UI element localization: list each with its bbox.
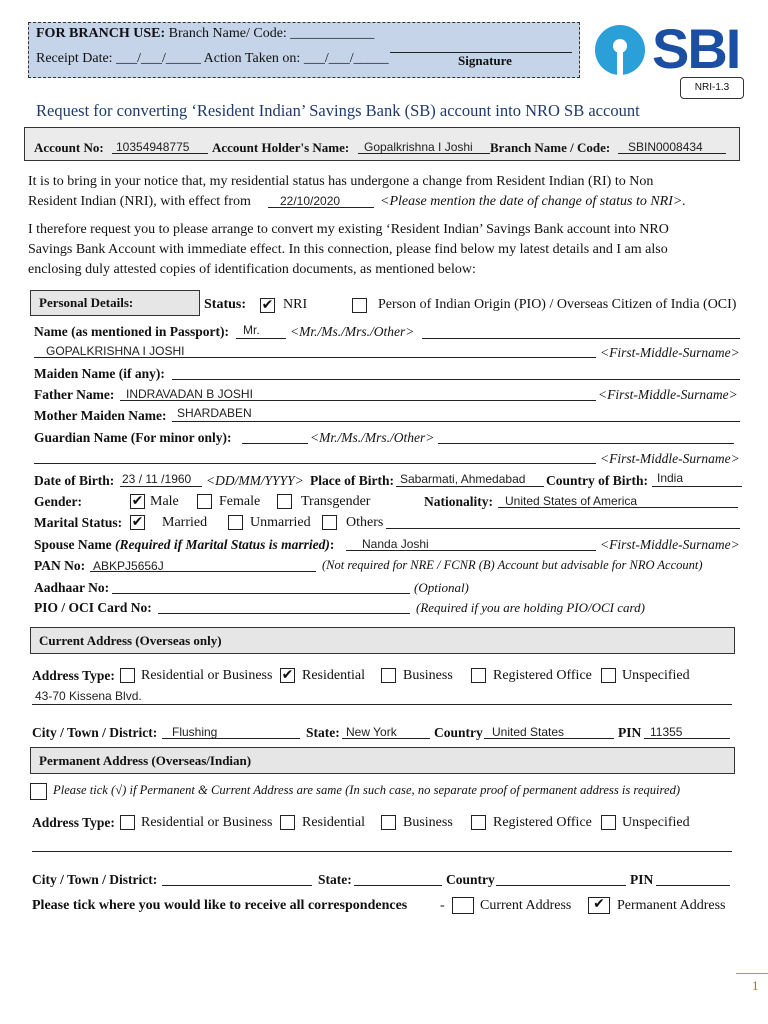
dob-month: 11 xyxy=(145,472,158,486)
permanent-state-label: State: xyxy=(318,872,352,887)
account-no-value[interactable]: 10354948775 xyxy=(116,140,190,154)
salutation-value[interactable]: Mr. xyxy=(243,323,260,337)
permanent-type-business-label: Business xyxy=(403,815,453,830)
aadhaar-note: (Optional) xyxy=(414,580,469,595)
spouse-name-value[interactable]: Nanda Joshi xyxy=(362,537,429,551)
current-type-res-bus-label: Residential or Business xyxy=(141,668,273,683)
guardian-name-hint: <First-Middle-Surname> xyxy=(600,451,740,466)
permanent-type-res-bus-label: Residential or Business xyxy=(141,815,273,830)
correspondence-dash: - xyxy=(440,898,445,913)
aadhaar-field[interactable] xyxy=(112,593,410,594)
dob-day: 23 xyxy=(122,472,136,486)
current-type-residential-checkbox[interactable]: ✔ xyxy=(281,667,294,683)
marital-married-checkbox[interactable]: ✔ xyxy=(131,514,144,530)
current-type-unspecified-label: Unspecified xyxy=(622,668,690,683)
permanent-city-field[interactable] xyxy=(162,885,312,886)
permanent-city-label: City / Town / District: xyxy=(32,872,158,887)
correspondence-label: Please tick where you would like to receive all correspondences xyxy=(32,898,408,913)
current-country-value[interactable]: United States xyxy=(492,725,565,739)
permanent-pin-label: PIN xyxy=(630,872,654,887)
form-code-badge: NRI-1.3 xyxy=(680,77,744,99)
permanent-country-field[interactable] xyxy=(496,885,626,886)
guardian-name-label: Guardian Name (For minor only): xyxy=(34,430,232,445)
current-address-header: Current Address (Overseas only) xyxy=(30,627,735,654)
permanent-state-field[interactable] xyxy=(354,885,442,886)
nationality-value[interactable]: United States of America xyxy=(505,494,638,508)
gender-transgender-label: Transgender xyxy=(301,494,371,509)
same-address-checkbox[interactable] xyxy=(30,783,47,800)
father-name-hint: <First-Middle-Surname> xyxy=(598,387,738,402)
status-nri-checkbox[interactable]: ✔ xyxy=(261,297,274,313)
permanent-type-business-checkbox[interactable] xyxy=(381,815,396,830)
status-label: Status: xyxy=(204,297,247,312)
mother-name-value[interactable]: SHARDABEN xyxy=(177,406,252,420)
gender-transgender-checkbox[interactable] xyxy=(277,494,292,509)
branch-name-code: Branch Name/ Code: ____________ xyxy=(168,26,375,41)
paragraph-1b-post: <Please mention the date of change of status to NRI>. xyxy=(380,194,686,209)
personal-details-header: Personal Details: xyxy=(30,290,200,316)
same-address-note: Please tick (√) if Permanent & Current Address are same (In such case, no separate proof of permanent address is required) xyxy=(53,783,681,797)
pan-value[interactable]: ABKPJ5656J xyxy=(93,559,164,573)
status-pio-label: Person of Indian Origin (PIO) / Overseas Citizen of India (OCI) xyxy=(378,297,737,312)
pan-label: PAN No: xyxy=(34,558,86,573)
marital-others-field[interactable] xyxy=(386,528,740,529)
nri-effective-date[interactable]: 22/10/2020 xyxy=(280,194,341,208)
current-address-type-label: Address Type: xyxy=(32,668,115,683)
current-city-value[interactable]: Flushing xyxy=(172,725,218,739)
permanent-type-res-bus-checkbox[interactable] xyxy=(120,815,135,830)
father-name-label: Father Name: xyxy=(34,387,115,402)
branch-code-label: Branch Name / Code: xyxy=(490,140,611,155)
mother-name-label: Mother Maiden Name: xyxy=(34,408,167,423)
father-name-value[interactable]: INDRAVADAN B JOSHI xyxy=(126,387,253,401)
gender-female-checkbox[interactable] xyxy=(197,494,212,509)
marital-status-label: Marital Status: xyxy=(34,515,123,530)
current-type-residential-label: Residential xyxy=(302,668,365,683)
permanent-address-type-label: Address Type: xyxy=(32,815,115,830)
gender-label: Gender: xyxy=(34,494,82,509)
paragraph-1b-pre: Resident Indian (NRI), with effect from xyxy=(28,194,251,209)
current-type-registered-checkbox[interactable] xyxy=(471,668,486,683)
place-of-birth-label: Place of Birth: xyxy=(310,473,394,488)
permanent-type-residential-checkbox[interactable] xyxy=(280,815,295,830)
signature-label: Signature xyxy=(458,53,512,68)
current-state-label: State: xyxy=(306,725,340,740)
status-pio-checkbox[interactable] xyxy=(352,298,367,313)
corr-permanent-label: Permanent Address xyxy=(617,898,726,913)
spouse-name-hint: <First-Middle-Surname> xyxy=(600,537,740,552)
dob-hint: <DD/MM/YYYY> xyxy=(206,473,304,488)
current-state-value[interactable]: New York xyxy=(346,725,397,739)
guardian-salutation-field[interactable] xyxy=(242,443,308,444)
paragraph-2a: I therefore request you to please arrange to convert my existing ‘Resident Indian’ Savings Bank account into NRO xyxy=(28,222,669,237)
sbi-logo-text: SBI xyxy=(652,17,740,80)
account-holder-label: Account Holder's Name: xyxy=(212,140,350,155)
spouse-name-note: (Required if Marital Status is married) xyxy=(115,537,330,552)
spouse-name-label: Spouse Name xyxy=(34,537,112,552)
paragraph-2c: enclosing duly attested copies of identification documents, as mentioned below: xyxy=(28,262,476,277)
maiden-name-field[interactable] xyxy=(172,379,740,380)
permanent-type-registered-label: Registered Office xyxy=(493,815,592,830)
dob-label: Date of Birth: xyxy=(34,473,115,488)
place-of-birth-value[interactable]: Sabarmati, Ahmedabad xyxy=(400,472,526,486)
branch-code-value[interactable]: SBIN0008434 xyxy=(628,140,703,154)
page-number-rule xyxy=(736,973,768,974)
marital-others-checkbox[interactable] xyxy=(322,515,337,530)
current-address-value[interactable]: 43-70 Kissena Blvd. xyxy=(35,689,142,703)
guardian-name-field[interactable] xyxy=(34,463,596,464)
dob-year: 1960 xyxy=(164,472,192,486)
permanent-type-unspecified-label: Unspecified xyxy=(622,815,690,830)
account-holder-value[interactable]: Gopalkrishna I Joshi xyxy=(364,140,473,154)
full-name-value[interactable]: GOPALKRISHNA I JOSHI xyxy=(46,344,185,358)
country-of-birth-label: Country of Birth: xyxy=(546,473,648,488)
permanent-type-registered-checkbox[interactable] xyxy=(471,815,486,830)
page-number: 1 xyxy=(752,978,759,993)
nationality-label: Nationality: xyxy=(424,494,493,509)
current-type-registered-label: Registered Office xyxy=(493,668,592,683)
current-pin-label: PIN xyxy=(618,725,642,740)
sbi-keyhole-icon xyxy=(594,24,646,76)
pio-card-note: (Required if you are holding PIO/OCI card) xyxy=(416,600,645,615)
country-of-birth-value[interactable]: India xyxy=(657,471,684,485)
current-pin-value[interactable]: 11355 xyxy=(650,725,683,739)
current-type-res-bus-checkbox[interactable] xyxy=(120,668,135,683)
permanent-type-unspecified-checkbox[interactable] xyxy=(601,815,616,830)
paragraph-2b: Savings Bank Account with immediate effect. In this connection, please find below my latest details and I am also xyxy=(28,242,668,257)
gender-male-checkbox[interactable]: ✔ xyxy=(131,493,144,509)
account-no-label: Account No: xyxy=(34,140,104,155)
current-type-business-checkbox[interactable] xyxy=(381,668,396,683)
form-title: Request for converting ‘Resident Indian’ Savings Bank (SB) account into NRO SB account xyxy=(36,101,640,120)
current-type-unspecified-checkbox[interactable] xyxy=(601,668,616,683)
status-nri-label: NRI xyxy=(283,297,308,312)
marital-married-label: Married xyxy=(162,515,208,530)
paragraph-1a: It is to bring in your notice that, my residential status has undergone a change from Resident Indian (RI) to Non xyxy=(28,174,654,189)
for-branch-use-label: FOR BRANCH USE: xyxy=(36,26,166,41)
permanent-address-field[interactable] xyxy=(32,851,732,852)
permanent-pin-field[interactable] xyxy=(656,885,730,886)
pio-card-label: PIO / OCI Card No: xyxy=(34,600,152,615)
permanent-address-header: Permanent Address (Overseas/Indian) xyxy=(30,747,735,774)
aadhaar-label: Aadhaar No: xyxy=(34,580,110,595)
guardian-salutation-hint: <Mr./Ms./Mrs./Other> xyxy=(310,430,435,445)
name-label: Name (as mentioned in Passport): xyxy=(34,324,229,339)
marital-unmarried-checkbox[interactable] xyxy=(228,515,243,530)
current-city-label: City / Town / District: xyxy=(32,725,158,740)
salutation-hint: <Mr./Ms./Mrs./Other> xyxy=(290,324,415,339)
pio-card-field[interactable] xyxy=(158,613,410,614)
pan-note: (Not required for NRE / FCNR (B) Account but advisable for NRO Account) xyxy=(322,558,703,572)
dob-value[interactable]: 23 / 11 /1960 xyxy=(122,472,192,486)
maiden-name-label: Maiden Name (if any): xyxy=(34,366,165,381)
receipt-date-line: Receipt Date: ___/___/_____ Action Taken on: ___/___/_____ xyxy=(36,51,389,66)
sbi-logo xyxy=(594,17,750,80)
current-type-business-label: Business xyxy=(403,668,453,683)
marital-others-label: Others xyxy=(346,515,384,530)
gender-male-label: Male xyxy=(150,494,179,509)
current-country-label: Country xyxy=(434,725,483,740)
corr-permanent-checkbox[interactable]: ✔ xyxy=(588,897,610,914)
marital-unmarried-label: Unmarried xyxy=(250,515,311,530)
full-name-hint: <First-Middle-Surname> xyxy=(600,345,740,360)
corr-current-checkbox[interactable] xyxy=(452,897,474,914)
gender-female-label: Female xyxy=(219,494,261,509)
permanent-country-label: Country xyxy=(446,872,495,887)
permanent-type-residential-label: Residential xyxy=(302,815,365,830)
corr-current-label: Current Address xyxy=(480,898,572,913)
